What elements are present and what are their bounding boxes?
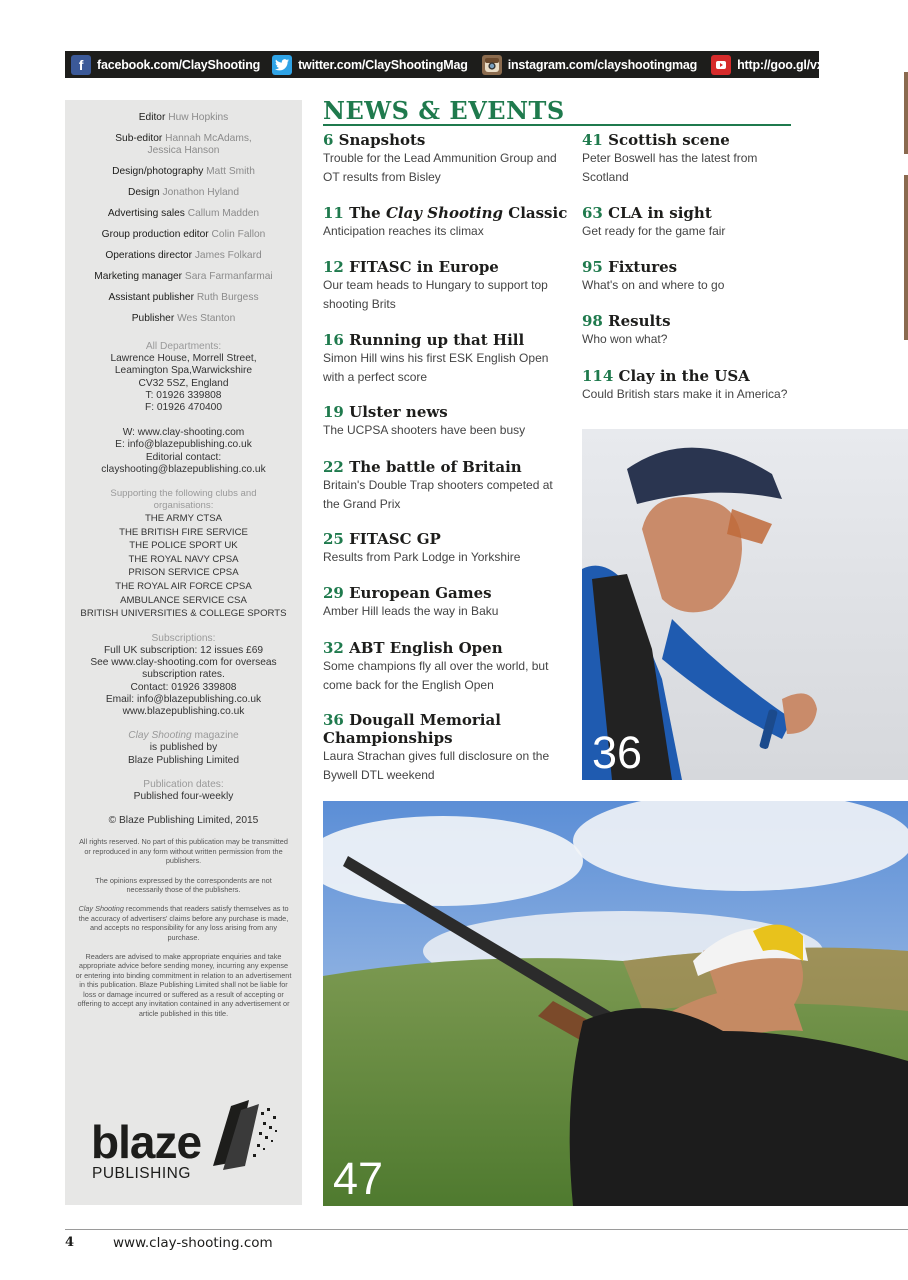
publisher-line [75,730,292,742]
contents-entry[interactable] [323,584,563,621]
contact-block [65,427,302,476]
entry-desc: Laura Strachan gives full disclosure on the Bywell DTL weekend [323,749,550,782]
club-item: AMBULANCE SERVICE CSA [120,594,247,606]
masthead-sidebar [65,100,302,1205]
entry-desc: Results from Park Lodge in Yorkshire [323,550,521,564]
staff-name: Colin Fallon [211,229,266,240]
entry-title [323,584,563,602]
entry-title-text: Clay in the USA [618,367,750,385]
facebook-label: facebook.com/ClayShooting [97,57,261,72]
legal-recommendation [65,904,302,942]
entry-page: 12 [323,258,344,276]
contents-entry[interactable] [323,204,573,241]
entry-title-text: FITASC in Europe [349,258,499,276]
entry-page: 25 [323,530,344,548]
subscription-line: See www.clay-shooting.com for overseas [90,657,277,669]
entry-desc: Britain's Double Trap shooters competed at the Grand Prix [323,478,553,511]
entry-title-text: Fixtures [608,258,678,276]
entry-title [323,458,563,476]
staff-role: Sub-editor [115,133,163,144]
dates-block [65,779,302,803]
staff-name: Matt Smith [206,166,255,177]
entry-page: 98 [582,312,603,330]
entry-desc: Trouble for the Lead Ammunition Group and OT results from Bisley [323,151,557,184]
entry-page: 19 [323,403,344,421]
subscription-line: subscription rates. [142,669,225,681]
staff-role: Design/photography [112,166,204,177]
entry-desc: Simon Hill wins his first ESK English Open with a perfect score [323,351,549,384]
entry-title-text: The [349,204,386,222]
entry-page: 32 [323,639,344,657]
dates-heading: Publication dates: [143,778,224,790]
club-item: THE BRITISH FIRE SERVICE [119,526,248,538]
logo-subtitle: PUBLISHING [92,1165,191,1182]
entry-page: 16 [323,331,344,349]
entry-title [323,403,563,421]
subscription-line: Full UK subscription: 12 issues £69 [103,644,264,656]
section-heading [323,96,791,126]
staff-name: Sara Farmanfarmai [184,271,273,282]
address-heading: All Departments: [145,341,222,352]
staff-row [65,229,302,241]
staff-role: Marketing manager [94,271,183,282]
youtube-label: http://goo.gl/vxKYKJ [737,57,857,72]
entry-title-text: Snapshots [338,131,426,149]
staff-role: Advertising sales [107,208,185,219]
entry-desc: Get ready for the game fair [582,224,726,238]
instagram-link[interactable] [476,51,697,78]
subscription-line: www.blazepublishing.co.uk [122,706,245,717]
publisher-name: Blaze Publishing Limited [128,754,239,766]
staff-row [65,112,302,124]
youtube-link[interactable] [705,51,856,78]
facebook-link[interactable] [65,51,260,78]
clubs-heading: Supporting the following clubs and organisations: [110,488,257,512]
staff-name: James Folkard [194,250,262,261]
contents-entry[interactable] [323,711,553,784]
staff-list [65,100,302,325]
entry-desc: Our team heads to Hungary to support top shooting Brits [323,278,548,311]
entry-title [323,711,553,747]
entry-title-text: Dougall Memorial Championships [323,711,501,747]
entry-title [323,204,573,222]
entry-page: 29 [323,584,344,602]
contents-entry[interactable] [582,131,802,186]
entry-title-text: The battle of Britain [349,458,522,476]
legal-opinions: The opinions expressed by the correspondents are not necessarily those of the publishers. [95,875,272,895]
entry-desc: The UCPSA shooters have been busy [323,423,526,437]
entry-title-text: European Games [349,584,492,602]
subscription-line: Contact: 01926 339808 [130,681,237,693]
entry-title [582,204,802,222]
entry-page: 41 [582,131,603,149]
legal-recommendation-text: recommends that readers satisfy themselves as to the accuracy of advertisers' claims before any purchase is made, and accepts no responsibility for any loss arising from any purchase. [78,904,289,942]
staff-role: Editor [138,112,166,123]
twitter-label: twitter.com/ClayShootingMag [298,57,468,72]
publisher-text: is published by [149,742,218,754]
club-item: THE POLICE SPORT UK [129,540,238,552]
entry-page: 22 [323,458,344,476]
dates-value: Published four-weekly [133,791,234,803]
edge-strip [904,72,908,154]
contents-entry[interactable] [323,458,563,513]
contents-entry[interactable] [323,258,563,313]
club-item: BRITISH UNIVERSITIES & COLLEGE SPORTS [80,608,287,620]
staff-name: Jessica Hanson [147,145,220,156]
club-item: THE ROYAL AIR FORCE CPSA [115,581,252,592]
staff-name: Wes Stanton [177,313,236,324]
social-bar [65,51,857,78]
contents-entry[interactable] [323,131,563,186]
entry-page: 95 [582,258,603,276]
staff-row [65,313,302,325]
staff-role: Publisher [131,313,175,324]
page-number: 4 [65,1235,75,1250]
address-block [65,341,302,414]
contents-entry[interactable] [582,258,802,295]
entry-desc: Could British stars make it in America? [582,387,788,401]
photo-shooter-loading[interactable] [582,429,908,780]
twitter-icon [272,55,292,75]
entry-title [582,367,902,385]
staff-row [65,271,302,283]
magazine-name: Clay Shooting [128,730,192,742]
staff-name: Jonathon Hyland [162,187,240,198]
entry-title [582,312,802,330]
youtube-icon [711,55,731,75]
footer-rule [65,1229,908,1230]
copyright: © Blaze Publishing Limited, 2015 [108,815,259,827]
entry-desc: Who won what? [582,332,668,346]
legal-advice: Readers are advised to make appropriate enquiries and take appropriate advice before sending money, incurring any expense or entering into binding commitment in relation to an advertisement in this publication. Blaze Publishing Limited shall not be liable for loss or damage incurred or suffered as a result of accepting or offering to accept any invitation contained in any advertisement or article published in this title. [75,952,292,1018]
publisher-text: magazine [191,730,239,742]
footer-url[interactable]: www.clay-shooting.com [113,1235,273,1251]
photo-illustration [323,801,908,1206]
contents-entry[interactable] [323,403,563,440]
address-line: F: 01926 470400 [144,402,223,414]
staff-role: Operations director [105,250,192,261]
facebook-icon: f [71,55,91,75]
staff-role: Assistant publisher [108,292,194,303]
entry-desc: What's on and where to go [582,278,725,292]
contents-entry[interactable] [582,204,802,241]
contact-label: Editorial contact: [145,451,222,463]
address-line: Lawrence House, Morrell Street, [110,353,257,365]
entry-desc: Amber Hill leads the way in Baku [323,604,499,618]
entry-title-text: Classic [503,204,568,222]
subscriptions-heading: Subscriptions: [151,632,216,644]
logo-pages-icon [209,1096,281,1174]
address-line: Leamington Spa,Warwickshire [114,365,253,377]
contents-entry[interactable] [582,312,802,349]
entry-title [582,258,802,276]
entry-page: 6 [323,131,334,149]
entry-title [582,131,802,149]
contents-entry[interactable] [323,331,563,386]
entry-title [323,639,563,657]
staff-role: Design [127,187,160,198]
entry-desc: Some champions fly all over the world, but come back for the English Open [323,659,549,692]
entry-title [323,258,563,276]
staff-name: Huw Hopkins [168,112,229,123]
address-line: CV32 5SZ, England [138,377,229,389]
club-item: THE ROYAL NAVY CPSA [128,553,239,565]
twitter-link[interactable] [266,51,468,78]
website-link[interactable]: W: www.clay-shooting.com [122,427,245,439]
photo-page-number: 36 [592,727,643,778]
entry-title-text: Scottish scene [608,131,730,149]
entry-title-text: FITASC GP [349,530,441,548]
legal-magazine-name: Clay Shooting [78,904,124,914]
entry-title-text: CLA in sight [608,204,712,222]
blaze-publishing-logo [91,1090,281,1190]
contents-entry[interactable] [323,530,563,567]
entry-title-text: Ulster news [349,403,448,421]
entry-page: 11 [323,204,344,222]
entry-title-text: ABT English Open [349,639,503,657]
club-item: THE ARMY CTSA [144,513,223,525]
contents-entry[interactable] [323,639,563,694]
email-link[interactable]: E: info@blazepublishing.co.uk [115,439,252,451]
staff-row [65,187,302,199]
staff-name: Hannah McAdams, [165,133,252,144]
legal-rights: All rights reserved. No part of this publication may be transmitted or reproduced in any form without written permission from the publishers. [79,837,288,866]
photo-page-number: 47 [333,1153,384,1204]
subscriptions-block [65,633,302,718]
staff-row [65,166,302,178]
entry-title [323,131,563,149]
staff-row [65,133,302,157]
address-line: T: 01926 339808 [145,389,222,401]
entry-title [323,530,563,548]
entry-desc: Anticipation reaches its climax [323,224,484,238]
instagram-icon [482,55,502,75]
logo-word: blaze [91,1116,202,1168]
edge-strip [904,175,908,340]
editorial-email-link[interactable]: clayshooting@blazepublishing.co.uk [101,463,266,475]
entry-title [323,331,563,349]
entry-desc: Peter Boswell has the latest from Scotland [582,151,758,184]
entry-title-text: Running up that Hill [349,331,525,349]
staff-name: Callum Madden [187,208,260,219]
entry-page: 63 [582,204,603,222]
staff-role: Group production editor [101,229,209,240]
staff-name: Ruth Burgess [196,292,259,303]
entry-page: 36 [323,711,344,729]
photo-shooter-aiming[interactable] [323,801,908,1206]
club-item: PRISON SERVICE CPSA [128,567,239,579]
staff-row [65,250,302,262]
instagram-label: instagram.com/clayshootingmag [507,57,698,72]
clubs-block [65,488,302,621]
section-title: NEWS & EVENTS [323,96,565,125]
entry-page: 114 [582,367,614,385]
contents-entry[interactable] [582,367,902,404]
staff-row [65,208,302,220]
entry-title-italic: Clay Shooting [385,204,504,222]
entry-title-text: Results [608,312,671,330]
subscription-line: Email: info@blazepublishing.co.uk [105,693,262,705]
publisher-block [65,730,302,767]
staff-row [65,292,302,304]
